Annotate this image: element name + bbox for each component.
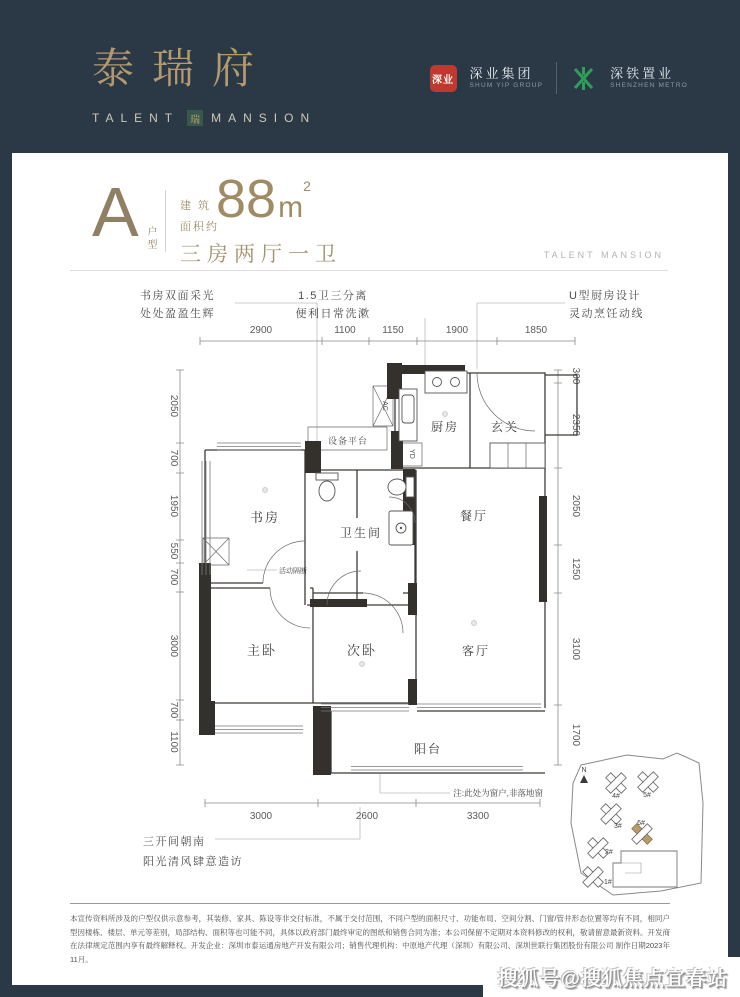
room-kitchen: 厨房 [430,420,460,434]
dim-left-0: 2050 [168,394,179,418]
dim-left-2: 1950 [168,494,179,518]
brand-name-en [92,110,316,126]
building-label-4: 4# [612,793,620,800]
building-label-2: 2# [605,849,613,856]
shumyip-logo-icon: 深业 [430,65,457,92]
dim-top-4: 1850 [524,325,548,336]
area-unit: m [278,191,304,224]
anno-kitchen-line1: U型厨房设计 [569,290,641,302]
metro-name: 深铁置业 [610,65,675,81]
dim-right-5: 1700 [570,723,581,747]
siteplan [571,753,703,895]
dim-left-5: 3000 [168,634,179,658]
shenzhen-metro-logo-icon [570,65,597,92]
dim-lines [176,337,575,807]
dim-bottom-1: 2600 [355,811,379,822]
anno-bath-line2: 便利日常洗漱 [295,308,371,320]
building-3 [601,804,622,825]
dim-left-3: 550 [168,542,179,560]
windows [202,443,541,774]
fixtures [316,371,545,545]
room-master: 主卧 [246,643,278,658]
compass-icon [580,775,588,783]
anno-study-line1: 书房双面采光 [140,290,215,302]
logo-divider [556,62,557,94]
dim-bottom-0: 3000 [249,811,273,822]
area-prefix [180,196,219,238]
floorplan [65,283,725,908]
room-balcony: 阳台 [413,742,443,756]
unit-type-letter: A [92,173,139,251]
podium-outline [613,851,677,887]
building-label-6: 6# [637,820,645,827]
window-note: 注:此处为窗户,非落地窗 [453,788,543,798]
dim-right-3: 1250 [570,557,581,581]
compass-n-label: N [581,767,587,774]
anno-study-line2: 处处盈盈生辉 [140,308,215,320]
dim-top-1: 1100 [334,325,356,336]
anno-south-line1: 三开间朝南 [143,836,206,848]
room-equipment: 设备平台 [327,436,369,446]
dim-left-1: 700 [168,449,179,467]
room-dining: 餐厅 [459,509,489,523]
building-label-3: 3# [614,823,622,830]
dim-bottom-2: 3300 [466,811,490,822]
brand-en-left: TALENT [92,111,180,125]
room-entry: 玄关 [490,420,520,434]
shumyip-sub: SHUM YIP GROUP [469,82,544,90]
unit-layout-text: 三房两厅一卫 [180,243,342,266]
metro-sub: SHENZHEN METRO [610,82,688,90]
dim-left-7: 1100 [168,731,179,753]
room-yd: YD [408,449,415,459]
building-5 [638,772,659,793]
dim-right-1: 2350 [570,413,581,437]
brand-logo [92,36,316,126]
area-prefix-line2: 面积约 [180,220,219,233]
anno-south-line2: 阳光清风肆意造访 [143,856,243,868]
anno-bath-line1: 1.5卫三分离 [298,290,368,302]
dim-labels [168,325,581,822]
room-ac: AC [381,401,388,411]
building-1 [583,867,604,888]
anno-kitchen-line2: 灵动烹饪动线 [569,308,644,320]
watermark: 搜狐号@搜狐焦点宜春站 [483,957,740,997]
shumyip-name: 深业集团 [469,65,534,81]
brand-en-right: MANSION [211,111,317,125]
unit-type-label: 户型 [145,226,156,252]
developer-logos [430,62,688,94]
building-label-1: 1# [604,879,612,886]
dim-top-2: 1150 [382,325,404,336]
room-living: 客厅 [461,644,491,658]
room-second: 次卧 [346,643,378,658]
header-rule [70,270,668,271]
room-study: 书房 [249,510,281,525]
building-label-5: 5# [643,792,651,799]
brand-name-cn: 泰瑞府 [92,45,273,92]
building-4 [606,773,627,794]
dim-right-4: 3100 [570,637,581,661]
area-value [216,168,311,230]
brand-seal-icon: 瑞 [187,110,203,126]
dim-left-4: 700 [168,568,179,586]
area-prefix-line1: 建 筑 [180,200,212,212]
area-superscript: 2 [303,178,311,194]
area-number: 88 [216,169,277,229]
room-bath: 卫生间 [339,526,383,540]
disclaimer-text: 本宣传资料所涉及的户型仅供示意参考，其装修、家具、陈设等非交付标准，不属于交付范围，不同户型的面积尺寸、功能布局、空间分割、门窗/管井形态位置等均有不同，相同户型因楼栋、楼层、单元等差别，局部结构、面积等也可能不同，具体以政府部门最终审定的图纸和销售合同为准；本公司保留不定期对本资料修改的权利，敬请留意最新资料。开发商在法律规定范围内享有最终解释权。开发企业：深圳市泰运通房地产开发有限公司；销售代理机构：中原地产代理（深圳）有限公司、深圳世联行集团股份有限公司 制作日期2023年11月。 [70,903,670,966]
dim-top-0: 2900 [249,325,273,336]
dim-top-3: 1900 [445,325,469,336]
dim-left-6: 700 [168,701,179,719]
dim-right-2: 2050 [570,494,581,518]
dim-right-0: 300 [570,367,581,385]
label-partition: 活动隔断 [279,568,307,575]
walls-thin [203,373,577,773]
brand-en-right-header: TALENT MANSION [543,250,664,260]
unit-divider [165,190,166,252]
